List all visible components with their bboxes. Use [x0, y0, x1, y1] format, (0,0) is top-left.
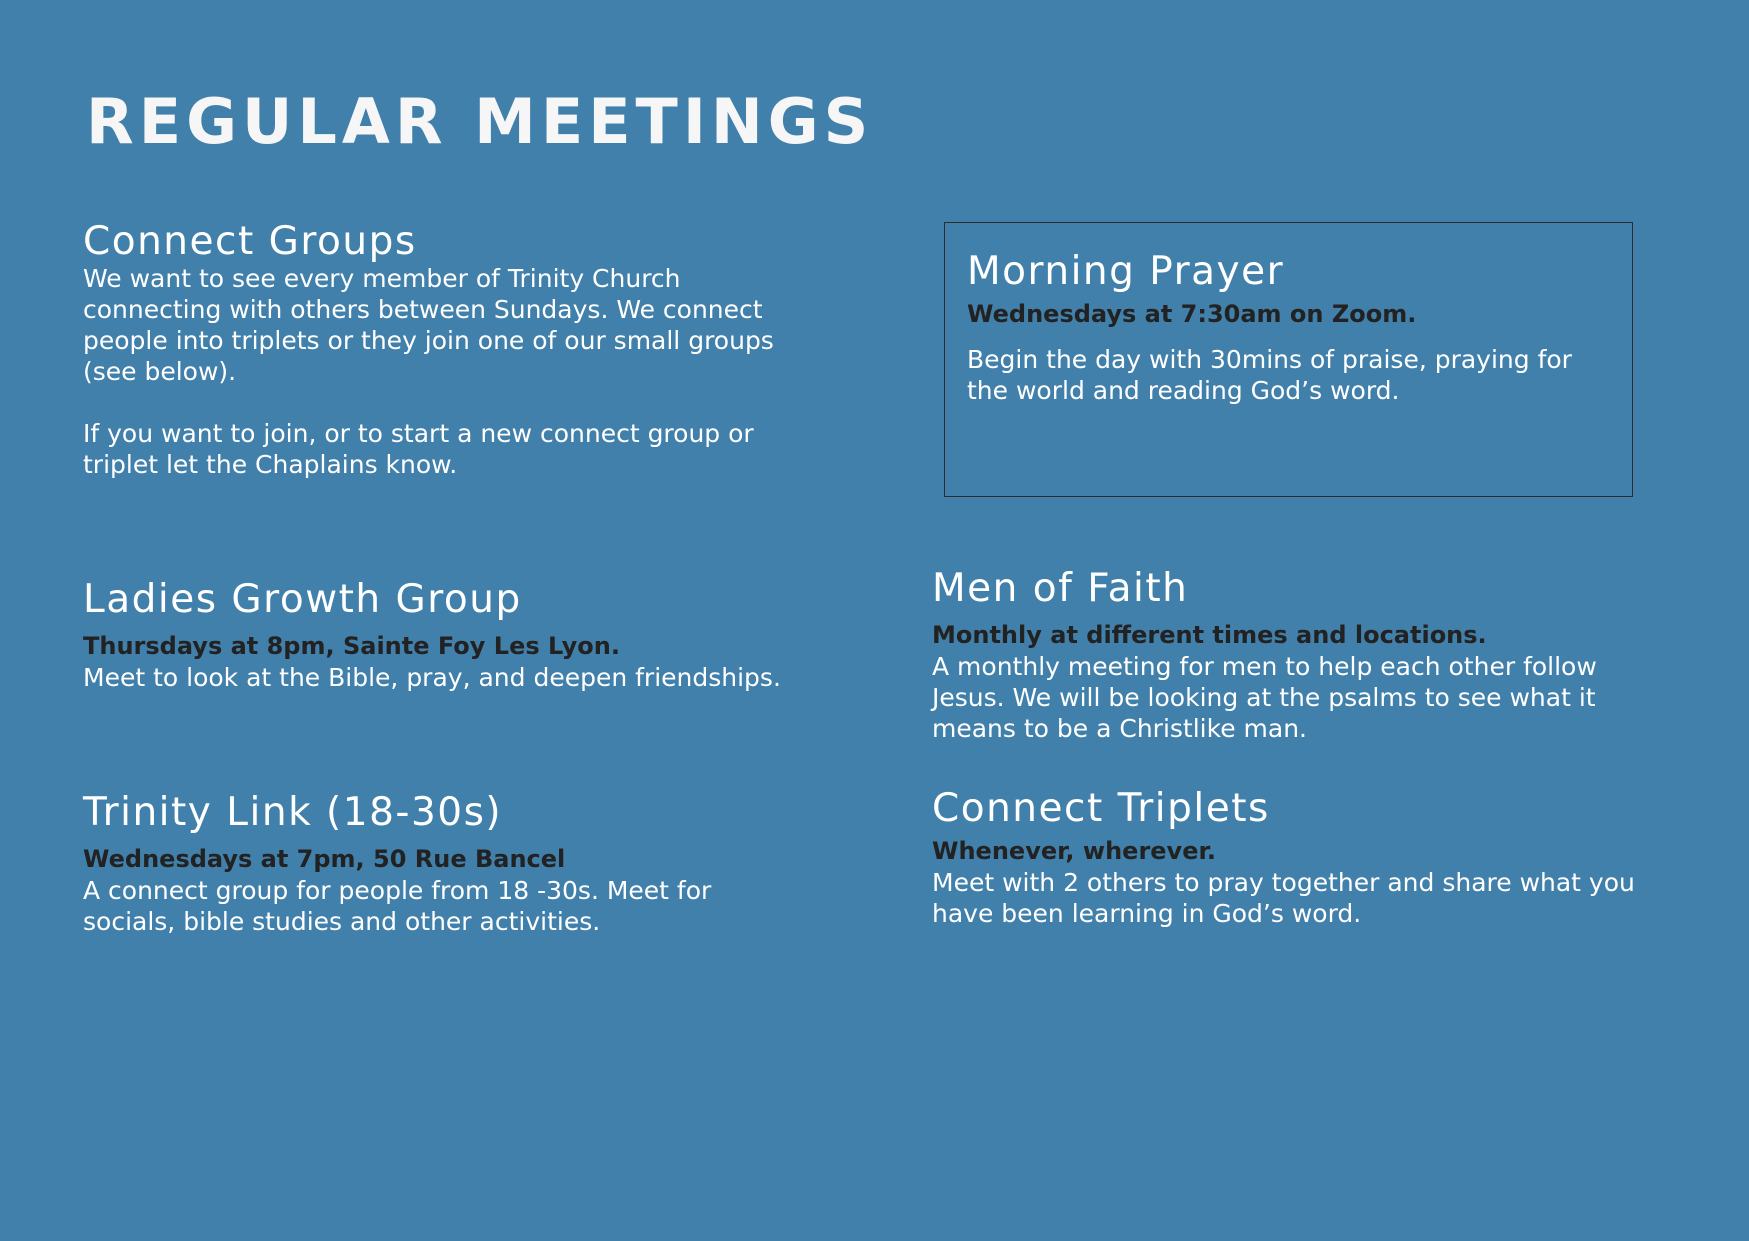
connect-groups-heading: Connect Groups: [83, 219, 417, 264]
morning-prayer-box: [944, 222, 1633, 497]
morning-prayer-description: Begin the day with 30mins of praise, praying for the world and reading God’s word.: [967, 345, 1572, 405]
men-of-faith-description: A monthly meeting for men to help each other follow Jesus. We will be looking at the psalms to see what it means to be a Christlike man.: [932, 652, 1597, 743]
trinity-link-description: A connect group for people from 18 -30s. Meet for socials, bible studies and other activities.: [83, 876, 712, 936]
trinity-link-section: [83, 790, 803, 937]
ladies-growth-group-section: [83, 577, 803, 693]
men-of-faith-section: [932, 566, 1652, 744]
connect-triplets-description: Meet with 2 others to pray together and share what you have been learning in God’s word.: [932, 868, 1635, 928]
connect-triplets-schedule: Whenever, wherever.: [932, 837, 1217, 865]
morning-prayer-heading: Morning Prayer: [967, 249, 1285, 294]
connect-groups-section: [83, 219, 803, 480]
morning-prayer-schedule: Wednesdays at 7:30am on Zoom.: [967, 300, 1417, 328]
connect-triplets-heading: Connect Triplets: [932, 786, 1270, 831]
ladies-growth-group-heading: Ladies Growth Group: [83, 577, 522, 622]
men-of-faith-heading: Men of Faith: [932, 566, 1189, 611]
men-of-faith-schedule: Monthly at different times and locations.: [932, 621, 1487, 649]
ladies-growth-group-description: Meet to look at the Bible, pray, and deepen friendships.: [83, 663, 781, 692]
ladies-growth-group-schedule: Thursdays at 8pm, Sainte Foy Les Lyon.: [83, 632, 620, 660]
connect-groups-join-note: If you want to join, or to start a new connect group or triplet let the Chaplains know.: [83, 419, 754, 479]
connect-groups-intro: We want to see every member of Trinity Church connecting with others between Sundays. We connect people into triplets or they join one of our small groups (see below).: [83, 264, 774, 386]
trinity-link-schedule: Wednesdays at 7pm, 50 Rue Bancel: [83, 845, 566, 873]
connect-triplets-section: [932, 786, 1652, 929]
page-title: REGULAR MEETINGS: [86, 85, 874, 158]
trinity-link-heading: Trinity Link (18-30s): [83, 790, 503, 835]
